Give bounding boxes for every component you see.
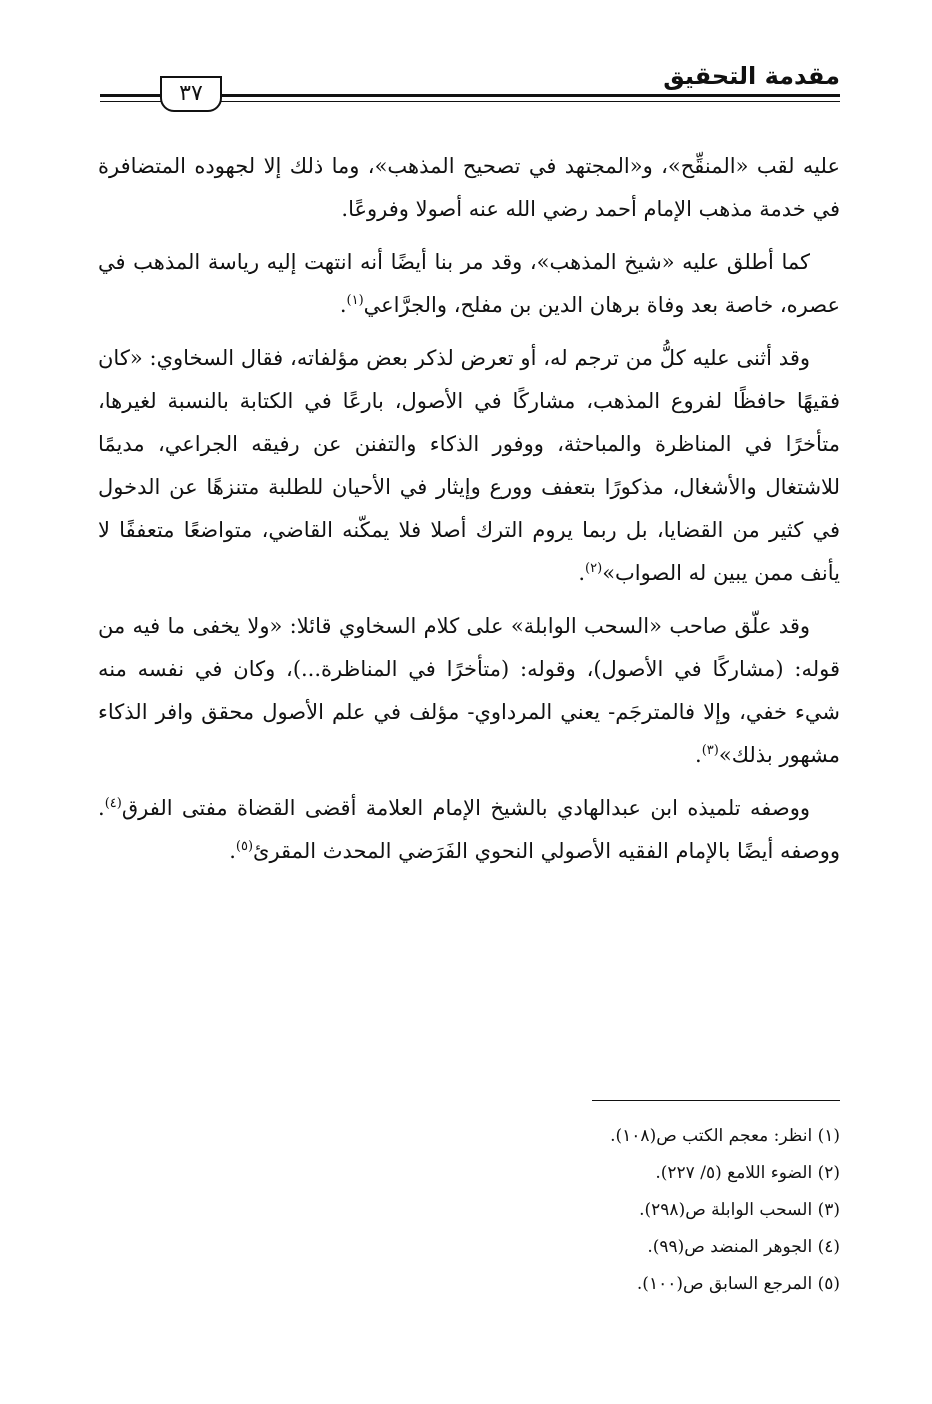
page-header	[100, 62, 840, 112]
paragraph-text: ووصفه تلميذه ابن عبدالهادي بالشيخ الإمام العلامة أقضى القضاة مفتى الفرق	[121, 796, 810, 820]
footnotes	[320, 1118, 840, 1303]
page-number: ٣٧	[160, 76, 222, 112]
period: .	[578, 561, 586, 585]
footnote-2: (٢) الضوء اللامع (٥/ ٢٢٧).	[655, 1163, 840, 1183]
footnote-ref-1: (١)	[346, 293, 364, 308]
paragraph-text: وقد علّق صاحب «السحب الوابلة» على كلام السخاوي قائلا: «ولا يخفى ما فيه من قوله: (مشاركًا في الأصول)، وقوله: (متأخرًا في المناظرة...)، وكان في نفسه منه شيء خفي، وإلا فالمترجَم- يعني المرداوي- مؤلف في علم الأصول محقق وافر الذكاء مشهور بذلك»	[98, 614, 840, 767]
paragraph-3	[98, 337, 840, 595]
paragraph-1	[98, 145, 840, 231]
period: .	[695, 743, 702, 767]
running-title: مقدمة التحقيق	[663, 62, 840, 90]
footnote-1: (١) انظر: معجم الكتب ص(١٠٨).	[610, 1126, 840, 1146]
paragraph-text: عليه لقب «المنقِّح»، و«المجتهد في تصحيح المذهب»، وما ذلك إلا لجهوده المتضافرة في خدمة مذهب الإمام أحمد رضي الله عنه أصولا وفروعًا.	[98, 154, 840, 221]
paragraph-text: وقد أثنى عليه كلُّ من ترجم له، أو تعرض لذكر بعض مؤلفاته، فقال السخاوي: «كان فقيهًا حافظًا لفروع المذهب، مشاركًا في الأصول، بارعًا في الكتابة بالنسبة لغيرها، متأخرًا في المناظرة والمباحثة، ووفور الذكاء والتفنن عن رفيقه الجراعي، مديمًا للاشتغال والأشغال، مذكورًا بتعفف وورع وإيثار في الأحيان للطلبة متنزهًا عن الدخول في كثير من القضايا، بل ربما يروم الترك أصلا فلا يمكّنه القاضي، متواضعًا متعففًا لا يأنف ممن يبين له الصواب»	[98, 346, 840, 585]
main-text	[98, 145, 840, 883]
period: .	[229, 839, 236, 863]
paragraph-text: . ووصفه أيضًا بالإمام الفقيه الأصولي النحوي الفَرَضي المحدث المقرئ	[98, 796, 840, 863]
paragraph-5	[98, 787, 840, 873]
footnote-4: (٤) الجوهر المنضد ص(٩٩).	[647, 1237, 840, 1257]
footnote-5: (٥) المرجع السابق ص(١٠٠).	[636, 1274, 840, 1294]
footnote-ref-5: (٥)	[235, 839, 254, 854]
paragraph-4	[98, 605, 840, 777]
period: .	[339, 293, 347, 317]
paragraph-2	[98, 241, 840, 327]
footnote-ref-3: (٣)	[701, 743, 719, 758]
footnote-ref-2: (٢)	[585, 561, 603, 576]
footnote-ref-4: (٤)	[104, 796, 122, 811]
paragraph-text: كما أطلق عليه «شيخ المذهب»، وقد مر بنا أيضًا أنه انتهت إليه رياسة المذهب في عصره، خاصة بعد وفاة برهان الدين بن مفلح، والجرَّاعي	[98, 250, 840, 317]
footnote-separator	[592, 1100, 840, 1101]
footnote-3: (٣) السحب الوابلة ص(٢٩٨).	[639, 1200, 840, 1220]
